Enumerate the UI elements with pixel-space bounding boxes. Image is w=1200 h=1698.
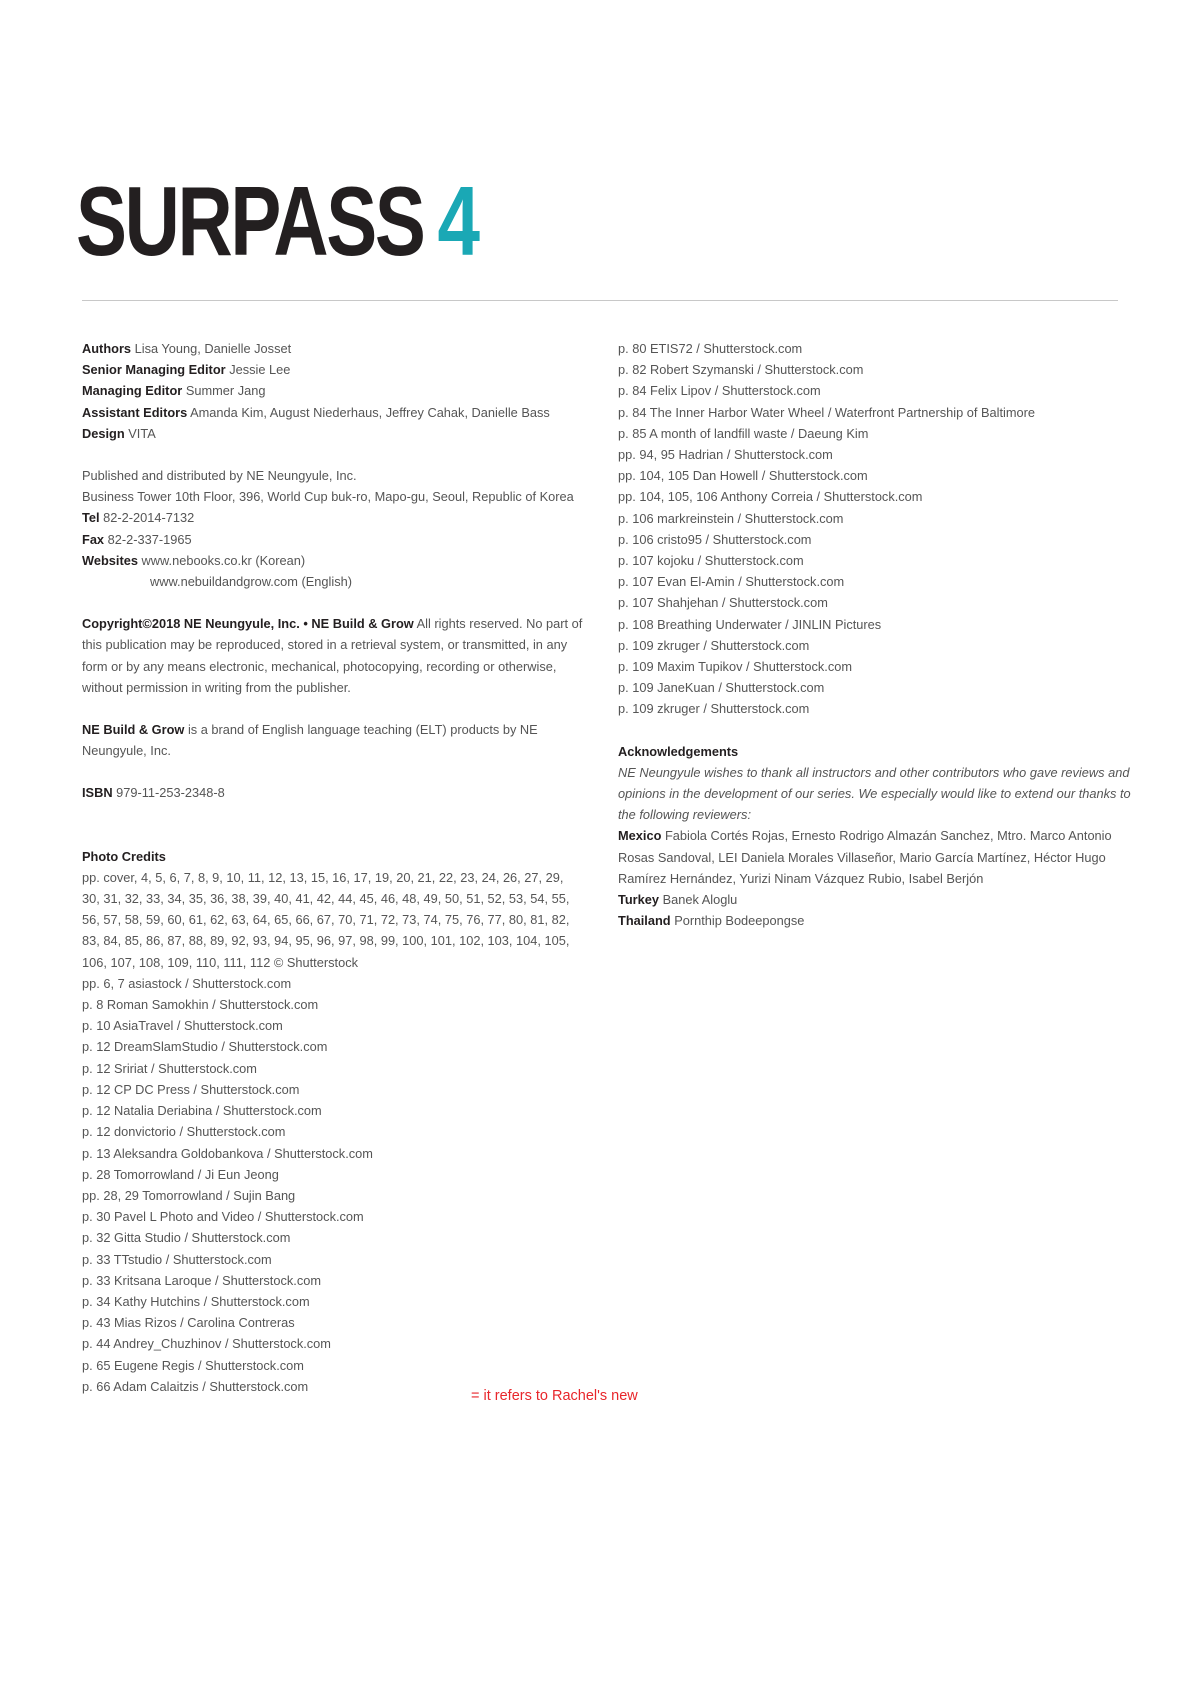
- photo-credit-item: p. 44 Andrey_Chuzhinov / Shutterstock.com: [82, 1336, 331, 1352]
- header-divider: [82, 300, 1118, 301]
- photo-credit-item: p. 12 Sririat / Shutterstock.com: [82, 1060, 257, 1076]
- left-column: [82, 338, 592, 1397]
- published-by: Published and distributed by NE Neungyule, Inc.: [82, 468, 357, 484]
- photo-credit-item: p. 109 zkruger / Shutterstock.com: [618, 637, 810, 653]
- acknowledgements-section: [618, 741, 1138, 932]
- photo-credits-list-right: [618, 338, 1138, 720]
- handwritten-annotation: = it refers to Rachel's new: [471, 1388, 638, 1404]
- photo-credit-item: p. 108 Breathing Underwater / JINLIN Pictures: [618, 616, 882, 632]
- photo-credit-item: p. 109 Maxim Tupikov / Shutterstock.com: [618, 659, 852, 675]
- right-column: [618, 338, 1138, 931]
- photo-credit-item: 56, 57, 58, 59, 60, 61, 62, 63, 64, 65, 66, 67, 70, 71, 72, 73, 74, 75, 76, 77, 80, 81, 82,: [82, 912, 570, 928]
- photo-credit-item: p. 82 Robert Szymanski / Shutterstock.com: [618, 362, 864, 378]
- photo-credit-item: p. 32 Gitta Studio / Shutterstock.com: [82, 1230, 291, 1246]
- staff-line: Design VITA: [82, 425, 156, 441]
- website-korean: www.nebooks.co.kr (Korean): [141, 552, 306, 568]
- photo-credits-heading: Photo Credits: [82, 848, 166, 864]
- photo-credit-item: pp. 6, 7 asiastock / Shutterstock.com: [82, 975, 292, 991]
- photo-credit-item: pp. cover, 4, 5, 6, 7, 8, 9, 10, 11, 12, 13, 15, 16, 17, 19, 20, 21, 22, 23, 24, 26, 27, 29,: [82, 869, 564, 885]
- photo-credit-item: p. 43 Mias Rizos / Carolina Contreras: [82, 1315, 295, 1331]
- photo-credit-item: p. 12 Natalia Deriabina / Shutterstock.com: [82, 1103, 322, 1119]
- title-word: SURPASS: [76, 166, 424, 276]
- staff-line: Senior Managing Editor Jessie Lee: [82, 362, 291, 378]
- website-english: www.nebuildandgrow.com (English): [150, 574, 353, 590]
- photo-credit-item: p. 65 Eugene Regis / Shutterstock.com: [82, 1357, 304, 1373]
- photo-credit-item: p. 107 kojoku / Shutterstock.com: [618, 553, 804, 569]
- photo-credit-item: pp. 104, 105 Dan Howell / Shutterstock.com: [618, 468, 868, 484]
- photo-credit-item: p. 33 Kritsana Laroque / Shutterstock.com: [82, 1272, 322, 1288]
- photo-credit-item: p. 13 Aleksandra Goldobankova / Shutterstock.com: [82, 1145, 373, 1161]
- photo-credits-list-left: [82, 867, 592, 1397]
- acknowledgements-heading: Acknowledgements: [618, 743, 739, 759]
- staff-credits: [82, 338, 592, 444]
- publisher-address: Business Tower 10th Floor, 396, World Cup buk-ro, Mapo-gu, Seoul, Republic of Korea: [82, 489, 574, 505]
- staff-line: Managing Editor Summer Jang: [82, 383, 266, 399]
- photo-credit-item: pp. 28, 29 Tomorrowland / Sujin Bang: [82, 1187, 296, 1203]
- isbn-line: ISBN 979-11-253-2348-8: [82, 785, 225, 801]
- photo-credit-item: p. 66 Adam Calaitzis / Shutterstock.com: [82, 1378, 309, 1394]
- photo-credit-item: pp. 94, 95 Hadrian / Shutterstock.com: [618, 447, 833, 463]
- reviewer-line: Thailand Pornthip Bodeepongse: [618, 913, 805, 929]
- photo-credit-item: p. 30 Pavel L Photo and Video / Shutterstock.com: [82, 1209, 364, 1225]
- photo-credit-item: p. 33 TTstudio / Shutterstock.com: [82, 1251, 272, 1267]
- reviewer-line: Turkey Banek Aloglu: [618, 892, 738, 908]
- photo-credit-item: p. 10 AsiaTravel / Shutterstock.com: [82, 1018, 283, 1034]
- photo-credit-item: p. 12 DreamSlamStudio / Shutterstock.com: [82, 1039, 328, 1055]
- photo-credit-item: p. 106 cristo95 / Shutterstock.com: [618, 531, 812, 547]
- fax-line: Fax 82-2-337-1965: [82, 531, 192, 547]
- photo-credit-item: p. 12 donvictorio / Shutterstock.com: [82, 1124, 286, 1140]
- photo-credit-item: 30, 31, 32, 33, 34, 35, 36, 38, 39, 40, 41, 42, 44, 45, 46, 48, 49, 50, 51, 52, 53, 54, 55,: [82, 891, 570, 907]
- photo-credit-item: p. 106 markreinstein / Shutterstock.com: [618, 510, 844, 526]
- photo-credit-item: p. 85 A month of landfill waste / Daeung Kim: [618, 425, 869, 441]
- copyright-notice: Copyright©2018 NE Neungyule, Inc. • NE Build & Grow All rights reserved. No part of this publication may be reproduced, stored in a retrieval system, or transmitted, in any form or by any means electronic, mechanical, photocopying, recording or otherwise, without permission in writing from the publisher.: [82, 616, 583, 695]
- photo-credit-item: 83, 84, 85, 86, 87, 88, 89, 92, 93, 94, 95, 96, 97, 98, 99, 100, 101, 102, 103, 104, 105,: [82, 933, 570, 949]
- photo-credit-item: p. 80 ETIS72 / Shutterstock.com: [618, 341, 803, 356]
- tel-line: Tel 82-2-2014-7132: [82, 510, 195, 526]
- photo-credit-item: p. 34 Kathy Hutchins / Shutterstock.com: [82, 1293, 310, 1309]
- photo-credit-item: p. 8 Roman Samokhin / Shutterstock.com: [82, 997, 319, 1013]
- title-number: 4: [437, 166, 478, 276]
- acknowledgements-intro: NE Neungyule wishes to thank all instructors and other contributors who gave reviews and opinions in the development of our series. We especially would like to extend our thanks to the following reviewers:: [618, 764, 1131, 823]
- publisher-info: [82, 465, 592, 592]
- reviewer-line: Mexico Fabiola Cortés Rojas, Ernesto Rodrigo Almazán Sanchez, Mtro. Marco Antonio Rosas Sandoval, LEI Daniela Morales Villaseñor, Mario García Martínez, Héctor Hugo Ramírez Hernández, Yurizi Ninam Vázquez Rubio, Isabel Berjón: [618, 828, 1112, 886]
- photo-credit-item: p. 84 Felix Lipov / Shutterstock.com: [618, 383, 821, 399]
- staff-line: Authors Lisa Young, Danielle Josset: [82, 341, 292, 356]
- book-title: [76, 166, 478, 276]
- photo-credit-item: pp. 104, 105, 106 Anthony Correia / Shutterstock.com: [618, 489, 923, 505]
- photo-credit-item: 106, 107, 108, 109, 110, 111, 112 © Shutterstock: [82, 954, 358, 970]
- staff-line: Assistant Editors Amanda Kim, August Niederhaus, Jeffrey Cahak, Danielle Bass: [82, 404, 550, 420]
- websites-line: Websites www.nebooks.co.kr (Korean): [82, 552, 306, 568]
- photo-credit-item: p. 84 The Inner Harbor Water Wheel / Waterfront Partnership of Baltimore: [618, 404, 1036, 420]
- photo-credit-item: p. 12 CP DC Press / Shutterstock.com: [82, 1081, 300, 1097]
- photo-credit-item: p. 107 Shahjehan / Shutterstock.com: [618, 595, 828, 611]
- brand-statement: NE Build & Grow is a brand of English language teaching (ELT) products by NE Neungyule, Inc.: [82, 722, 538, 759]
- photo-credit-item: p. 107 Evan El-Amin / Shutterstock.com: [618, 574, 845, 590]
- photo-credit-item: p. 109 zkruger / Shutterstock.com: [618, 701, 810, 717]
- photo-credit-item: p. 28 Tomorrowland / Ji Eun Jeong: [82, 1166, 279, 1182]
- photo-credit-item: p. 109 JaneKuan / Shutterstock.com: [618, 680, 825, 696]
